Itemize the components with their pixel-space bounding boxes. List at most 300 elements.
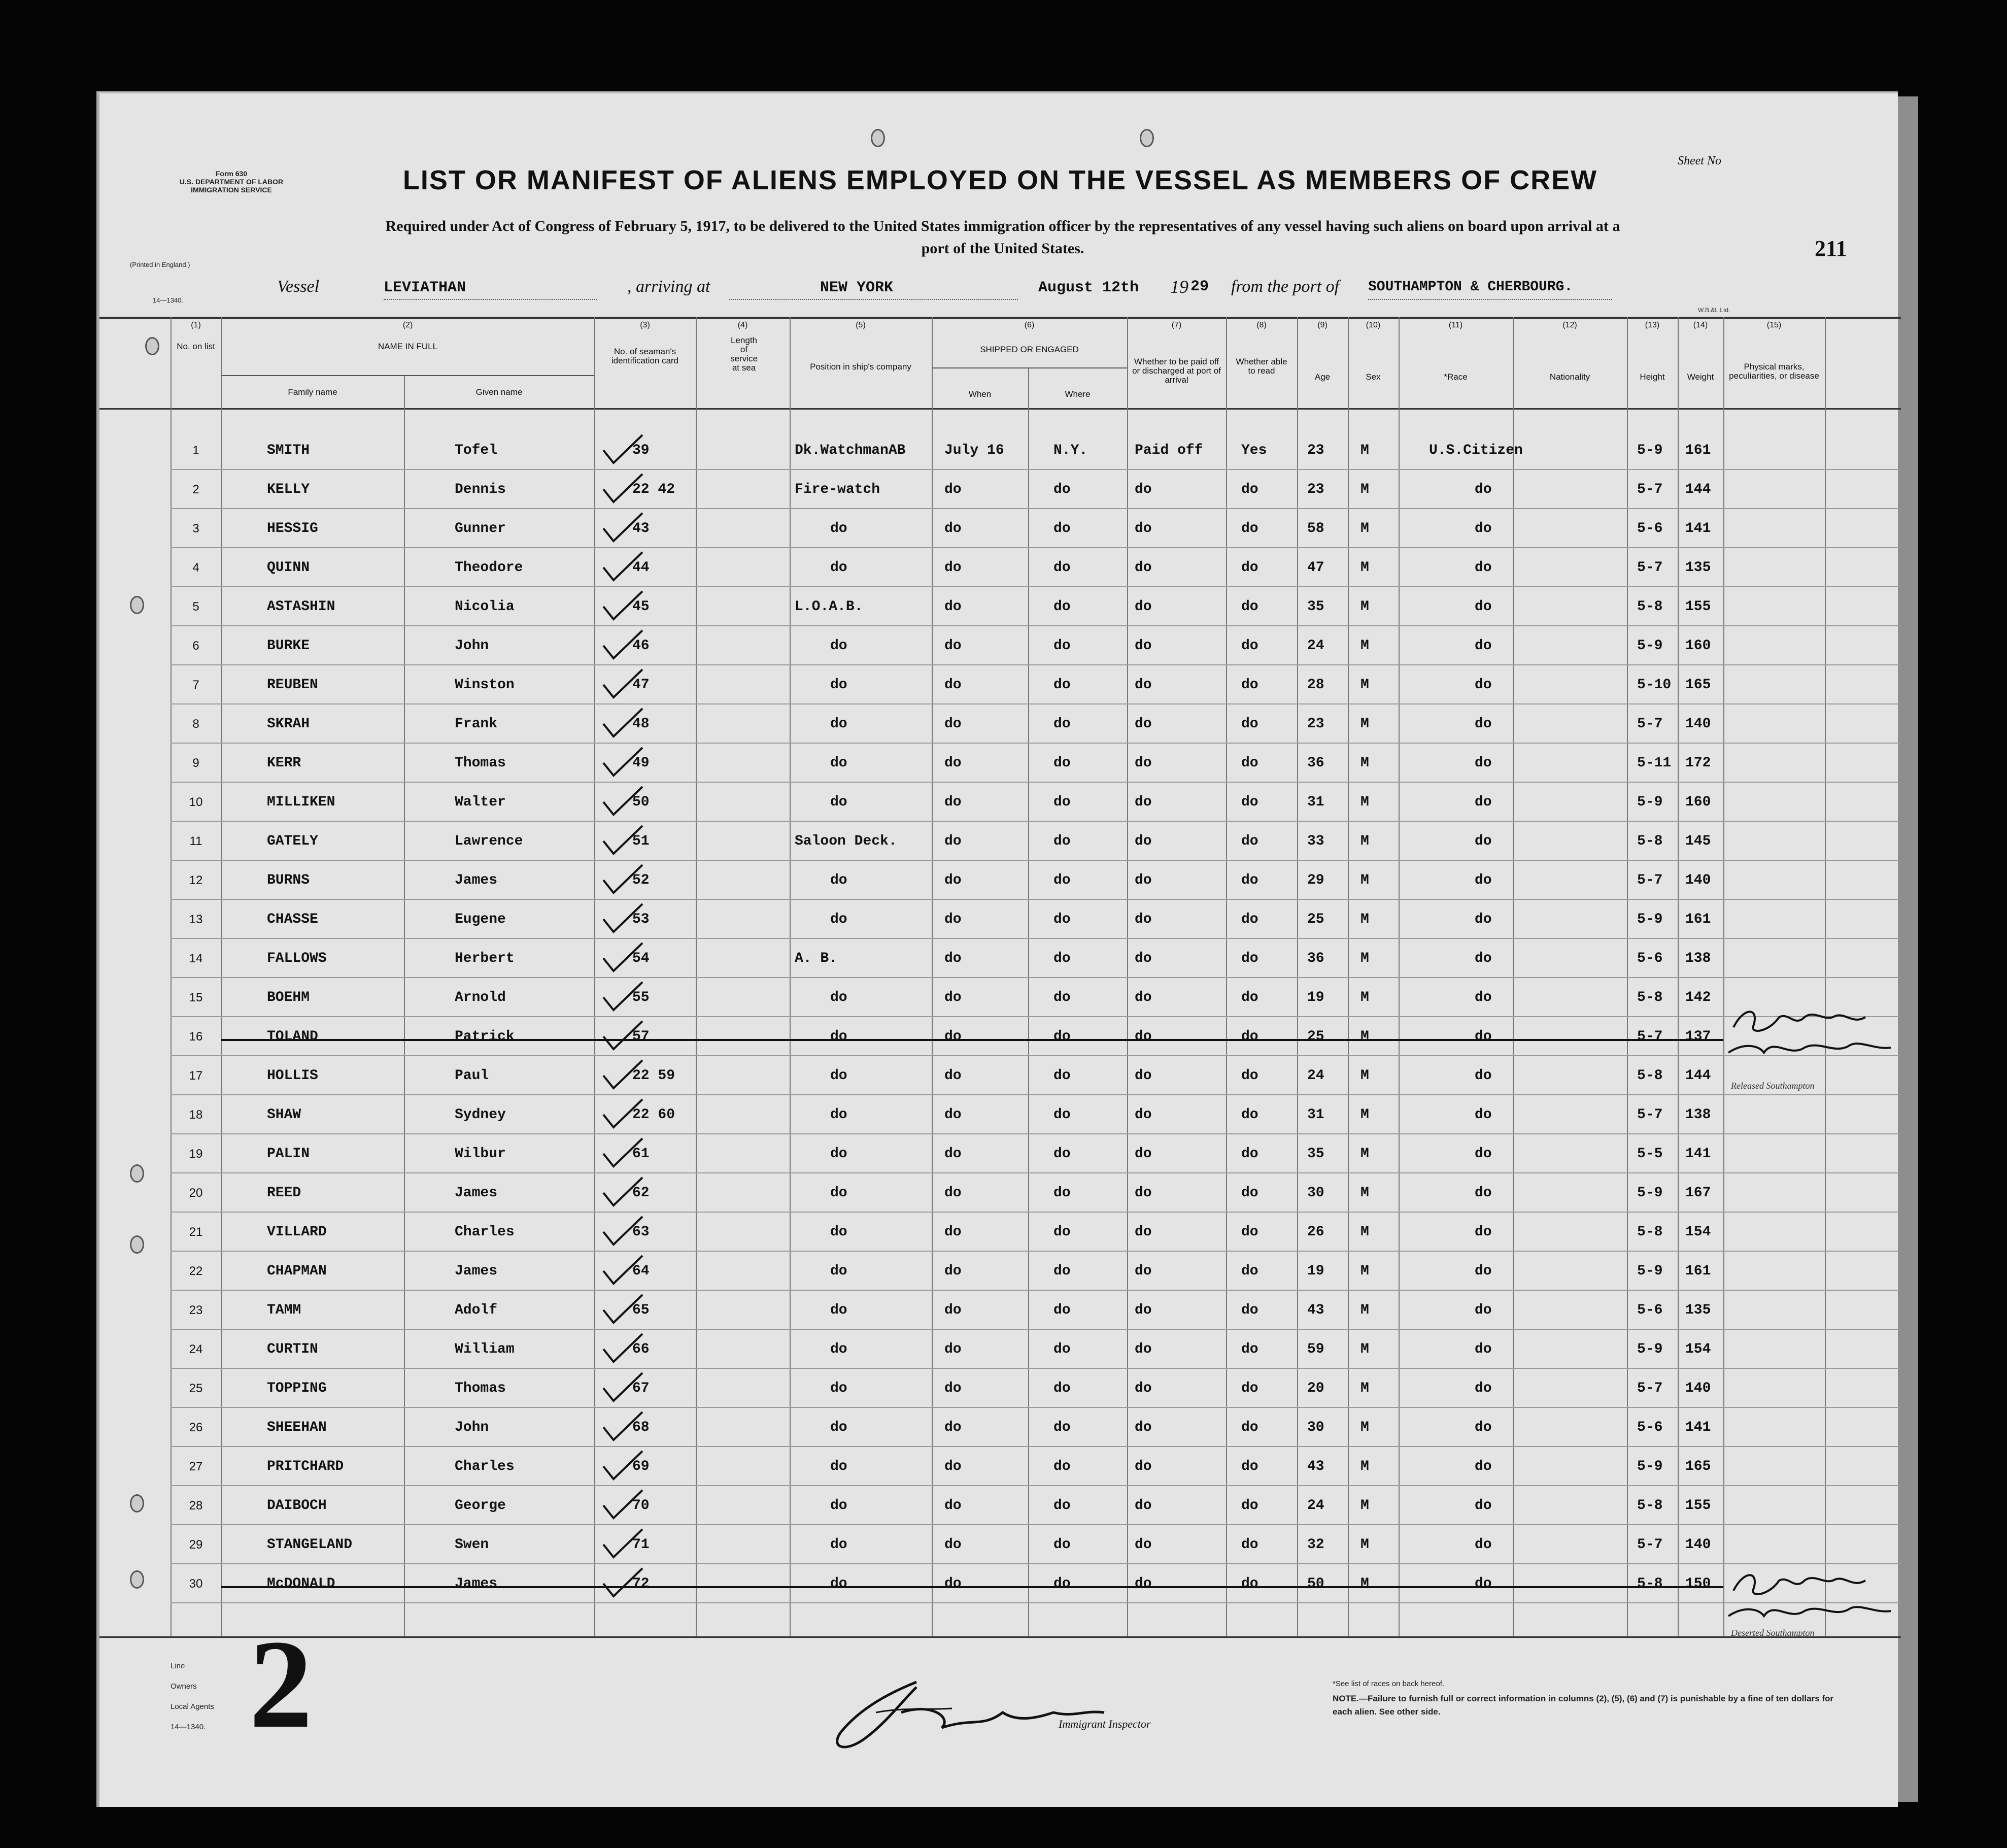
paid-off-cell: do bbox=[1135, 833, 1152, 849]
col-15-number: (15) bbox=[1766, 321, 1782, 329]
race-cell: do bbox=[1475, 1107, 1492, 1123]
check-mark bbox=[599, 1214, 645, 1250]
card-number-cell: 57 bbox=[632, 1029, 650, 1045]
race-cell: do bbox=[1475, 1381, 1492, 1396]
row-number: 24 bbox=[189, 1342, 203, 1356]
sex-cell: M bbox=[1360, 1576, 1369, 1592]
height-cell: 5-7 bbox=[1637, 560, 1663, 576]
vessel-name: LEVIATHAN bbox=[384, 279, 466, 296]
when-cell: do bbox=[944, 1420, 962, 1435]
age-cell: 24 bbox=[1307, 1498, 1324, 1514]
when-cell: do bbox=[944, 1029, 962, 1045]
age-cell: 50 bbox=[1307, 1576, 1324, 1592]
row-number: 12 bbox=[189, 873, 203, 887]
weight-cell: 160 bbox=[1685, 638, 1711, 654]
name-subheader-line bbox=[221, 375, 594, 376]
card-number-cell: 70 bbox=[632, 1498, 650, 1514]
sheet-no-label: Sheet No bbox=[1678, 154, 1721, 167]
race-cell: do bbox=[1475, 521, 1492, 536]
col-7-number: (7) bbox=[1171, 321, 1182, 329]
given-name-cell: Sydney bbox=[455, 1107, 506, 1123]
weight-cell: 155 bbox=[1685, 599, 1711, 615]
position-cell: do bbox=[830, 1263, 847, 1279]
paid-off-cell: do bbox=[1135, 1029, 1152, 1045]
check-mark bbox=[599, 432, 645, 468]
when-cell: do bbox=[944, 990, 962, 1005]
family-name-cell: HOLLIS bbox=[267, 1068, 318, 1084]
able-to-read-cell: do bbox=[1241, 833, 1258, 849]
able-to-read-cell: do bbox=[1241, 1537, 1258, 1553]
row-rule bbox=[171, 821, 1901, 822]
family-name-cell: KELLY bbox=[267, 482, 310, 497]
row-number: 23 bbox=[189, 1303, 203, 1317]
weight-cell: 172 bbox=[1685, 755, 1711, 771]
age-cell: 31 bbox=[1307, 1107, 1324, 1123]
when-cell: do bbox=[944, 951, 962, 966]
age-cell: 43 bbox=[1307, 1302, 1324, 1318]
col-13-header: Height bbox=[1640, 372, 1665, 382]
race-cell: do bbox=[1475, 1263, 1492, 1279]
age-cell: 26 bbox=[1307, 1224, 1324, 1240]
row-number: 21 bbox=[189, 1225, 203, 1239]
check-mark bbox=[599, 1136, 645, 1171]
height-cell: 5-7 bbox=[1637, 1381, 1663, 1396]
where-cell: do bbox=[1053, 1576, 1071, 1592]
position-cell: do bbox=[830, 1146, 847, 1162]
family-name-cell: STANGELAND bbox=[267, 1537, 353, 1553]
given-name-cell: Thomas bbox=[455, 1381, 506, 1396]
when-cell: do bbox=[944, 912, 962, 927]
card-number-cell: 62 bbox=[632, 1185, 650, 1201]
where-cell: do bbox=[1053, 560, 1071, 576]
position-cell: do bbox=[830, 755, 847, 771]
given-name-cell: William bbox=[455, 1341, 515, 1357]
row-number: 22 bbox=[189, 1264, 203, 1278]
family-name-cell: KERR bbox=[267, 755, 301, 771]
age-cell: 19 bbox=[1307, 1263, 1324, 1279]
sex-cell: M bbox=[1360, 1068, 1369, 1084]
sex-cell: M bbox=[1360, 1224, 1369, 1240]
row-number: 17 bbox=[189, 1069, 203, 1083]
able-to-read-cell: do bbox=[1241, 951, 1258, 966]
col-3-header: No. of seaman's identification card bbox=[611, 347, 679, 365]
position-cell: do bbox=[830, 794, 847, 810]
table-bottom-border bbox=[99, 1636, 1901, 1638]
check-mark bbox=[599, 1175, 645, 1211]
age-cell: 23 bbox=[1307, 443, 1324, 458]
card-number-cell: 39 bbox=[632, 443, 650, 458]
weight-cell: 135 bbox=[1685, 1302, 1711, 1318]
row-rule bbox=[171, 1446, 1901, 1447]
sex-cell: M bbox=[1360, 951, 1369, 966]
family-name-cell: CHASSE bbox=[267, 912, 318, 927]
where-cell: do bbox=[1053, 990, 1071, 1005]
age-cell: 35 bbox=[1307, 599, 1324, 615]
card-number-cell: 61 bbox=[632, 1146, 650, 1162]
weight-cell: 144 bbox=[1685, 482, 1711, 497]
weight-cell: 155 bbox=[1685, 1498, 1711, 1514]
height-cell: 5-9 bbox=[1637, 1263, 1663, 1279]
local-agents-label: Local Agents bbox=[171, 1702, 214, 1711]
arriving-at-label: , arriving at bbox=[627, 277, 710, 296]
col-3-number: (3) bbox=[640, 321, 650, 329]
height-cell: 5-8 bbox=[1637, 1498, 1663, 1514]
paid-off-cell: do bbox=[1135, 482, 1152, 497]
card-number-cell: 72 bbox=[632, 1576, 650, 1592]
race-cell: do bbox=[1475, 1537, 1492, 1553]
age-cell: 19 bbox=[1307, 990, 1324, 1005]
height-cell: 5-7 bbox=[1637, 716, 1663, 732]
card-number-cell: 50 bbox=[632, 794, 650, 810]
col-divider-14 bbox=[1678, 317, 1679, 1636]
where-cell: do bbox=[1053, 716, 1071, 732]
check-mark bbox=[599, 1292, 645, 1328]
height-cell: 5-6 bbox=[1637, 951, 1663, 966]
race-cell: do bbox=[1475, 1146, 1492, 1162]
sex-cell: M bbox=[1360, 560, 1369, 576]
sex-cell: M bbox=[1360, 521, 1369, 536]
card-number-cell: 69 bbox=[632, 1459, 650, 1474]
when-cell: do bbox=[944, 1381, 962, 1396]
check-mark bbox=[599, 667, 645, 702]
weight-cell: 161 bbox=[1685, 912, 1711, 927]
check-mark bbox=[599, 1449, 645, 1484]
col-8-header: Whether able to read bbox=[1236, 357, 1287, 376]
card-number-cell: 22 59 bbox=[632, 1068, 675, 1084]
col-6-number: (6) bbox=[1024, 321, 1035, 329]
where-cell: do bbox=[1053, 1381, 1071, 1396]
subtitle-line-2: port of the United States. bbox=[921, 240, 1084, 257]
col-1-header: No. on list bbox=[177, 342, 215, 351]
when-cell: do bbox=[944, 755, 962, 771]
col-4-header: Length of service at sea bbox=[730, 335, 758, 373]
race-cell: do bbox=[1475, 1459, 1492, 1474]
given-name-cell: Frank bbox=[455, 716, 498, 732]
race-cell: do bbox=[1475, 1576, 1492, 1592]
family-name-cell: SHEEHAN bbox=[267, 1420, 327, 1435]
race-cell: do bbox=[1475, 1420, 1492, 1435]
released-southampton-note bbox=[1713, 997, 1896, 1068]
sex-cell: M bbox=[1360, 1185, 1369, 1201]
row-rule bbox=[171, 1290, 1901, 1291]
card-number-cell: 49 bbox=[632, 755, 650, 771]
age-cell: 33 bbox=[1307, 833, 1324, 849]
service-name: IMMIGRATION SERVICE bbox=[191, 186, 272, 194]
race-cell: do bbox=[1475, 833, 1492, 849]
card-number-cell: 22 60 bbox=[632, 1107, 675, 1123]
row-rule bbox=[171, 1212, 1901, 1213]
row-rule bbox=[171, 1094, 1901, 1095]
when-cell: do bbox=[944, 833, 962, 849]
height-cell: 5-6 bbox=[1637, 1302, 1663, 1318]
sex-cell: M bbox=[1360, 1302, 1369, 1318]
check-mark bbox=[599, 628, 645, 663]
age-cell: 28 bbox=[1307, 677, 1324, 693]
col-12-header: Nationality bbox=[1549, 372, 1590, 382]
card-number-cell: 44 bbox=[632, 560, 650, 576]
height-cell: 5-8 bbox=[1637, 1576, 1663, 1592]
race-cell: do bbox=[1475, 951, 1492, 966]
row-rule bbox=[171, 1407, 1901, 1408]
where-cell: do bbox=[1053, 912, 1071, 927]
page-edge-shadow bbox=[1898, 96, 1918, 1802]
age-cell: 31 bbox=[1307, 794, 1324, 810]
row-number: 28 bbox=[189, 1499, 203, 1513]
family-name-cell: QUINN bbox=[267, 560, 310, 576]
where-cell: do bbox=[1053, 1029, 1071, 1045]
col-2-header: NAME IN FULL bbox=[378, 342, 438, 351]
row-number: 1 bbox=[192, 444, 199, 457]
height-cell: 5-9 bbox=[1637, 443, 1663, 458]
race-cell: do bbox=[1475, 599, 1492, 615]
check-mark bbox=[599, 745, 645, 781]
race-cell: do bbox=[1475, 912, 1492, 927]
height-cell: 5-9 bbox=[1637, 638, 1663, 654]
age-cell: 23 bbox=[1307, 716, 1324, 732]
check-mark bbox=[599, 1566, 645, 1601]
given-name-cell: James bbox=[455, 1576, 498, 1592]
department-name: U.S. DEPARTMENT OF LABOR bbox=[179, 178, 284, 186]
family-name-cell: BOEHM bbox=[267, 990, 310, 1005]
row-rule bbox=[171, 625, 1901, 626]
weight-cell: 154 bbox=[1685, 1224, 1711, 1240]
row-number: 10 bbox=[189, 795, 203, 809]
weight-cell: 160 bbox=[1685, 794, 1711, 810]
row-number: 2 bbox=[192, 483, 199, 496]
col-divider-4 bbox=[696, 317, 697, 1636]
row-rule bbox=[171, 703, 1901, 704]
family-name-cell: TOPPING bbox=[267, 1381, 327, 1396]
card-number-cell: 54 bbox=[632, 951, 650, 966]
given-name-cell: Herbert bbox=[455, 951, 515, 966]
col-11-number: (11) bbox=[1448, 321, 1463, 329]
check-mark bbox=[599, 980, 645, 1015]
weight-cell: 154 bbox=[1685, 1341, 1711, 1357]
footer-note-text: —Failure to furnish full or correct information in columns (2), (5), (6) and (7) is punishable by a fine of ten dollars for each alien. See other side. bbox=[1333, 1694, 1834, 1717]
check-mark bbox=[599, 1097, 645, 1132]
col-divider-16 bbox=[1825, 317, 1826, 1636]
sex-cell: M bbox=[1360, 1420, 1369, 1435]
check-mark bbox=[599, 823, 645, 859]
age-cell: 36 bbox=[1307, 755, 1324, 771]
able-to-read-cell: do bbox=[1241, 912, 1258, 927]
col-divider-11 bbox=[1399, 317, 1400, 1636]
card-number-cell: 64 bbox=[632, 1263, 650, 1279]
arrival-date: August 12th bbox=[1038, 279, 1139, 296]
family-name-cell: REED bbox=[267, 1185, 301, 1201]
where-cell: do bbox=[1053, 638, 1071, 654]
family-name-cell: ASTASHIN bbox=[267, 599, 335, 615]
age-cell: 24 bbox=[1307, 638, 1324, 654]
check-mark bbox=[599, 1409, 645, 1445]
binder-hole bbox=[130, 1164, 144, 1183]
age-cell: 25 bbox=[1307, 1029, 1324, 1045]
sex-cell: M bbox=[1360, 716, 1369, 732]
when-cell: July 16 bbox=[944, 443, 1004, 458]
family-name-cell: TOLAND bbox=[267, 1029, 318, 1045]
paid-off-cell: do bbox=[1135, 599, 1152, 615]
weight-cell: 145 bbox=[1685, 833, 1711, 849]
col-divider-2 bbox=[221, 317, 222, 1636]
race-cell: do bbox=[1475, 560, 1492, 576]
race-cell: do bbox=[1475, 716, 1492, 732]
weight-cell: 165 bbox=[1685, 1459, 1711, 1474]
family-name-cell: BURKE bbox=[267, 638, 310, 654]
paid-off-cell: do bbox=[1135, 951, 1152, 966]
position-cell: do bbox=[830, 1029, 847, 1045]
col-2-number: (2) bbox=[402, 321, 413, 329]
paid-off-cell: do bbox=[1135, 1068, 1152, 1084]
paid-off-cell: do bbox=[1135, 1107, 1152, 1123]
able-to-read-cell: do bbox=[1241, 1185, 1258, 1201]
race-cell: do bbox=[1475, 1341, 1492, 1357]
immigrant-inspector-label: Immigrant Inspector bbox=[1059, 1718, 1151, 1730]
vessel-label: Vessel bbox=[277, 277, 320, 296]
when-cell: do bbox=[944, 599, 962, 615]
col-divider-7 bbox=[1127, 317, 1128, 1636]
position-cell: do bbox=[830, 1459, 847, 1474]
position-cell: do bbox=[830, 1224, 847, 1240]
age-cell: 35 bbox=[1307, 1146, 1324, 1162]
from-port-label: from the port of bbox=[1231, 277, 1340, 296]
row-number: 20 bbox=[189, 1186, 203, 1200]
height-cell: 5-7 bbox=[1637, 1107, 1663, 1123]
row-number: 14 bbox=[189, 952, 203, 965]
able-to-read-cell: do bbox=[1241, 521, 1258, 536]
family-name-cell: SMITH bbox=[267, 443, 310, 458]
when-cell: do bbox=[944, 482, 962, 497]
col-divider-12 bbox=[1513, 317, 1514, 1636]
position-cell: do bbox=[830, 638, 847, 654]
family-name-cell: SKRAH bbox=[267, 716, 310, 732]
card-number-cell: 47 bbox=[632, 677, 650, 693]
when-cell: do bbox=[944, 1146, 962, 1162]
able-to-read-cell: do bbox=[1241, 872, 1258, 888]
sex-cell: M bbox=[1360, 872, 1369, 888]
row-rule bbox=[171, 1602, 1901, 1603]
paid-off-cell: do bbox=[1135, 521, 1152, 536]
weight-cell: 140 bbox=[1685, 872, 1711, 888]
position-cell: do bbox=[830, 1420, 847, 1435]
race-cell: do bbox=[1475, 482, 1492, 497]
sex-cell: M bbox=[1360, 1498, 1369, 1514]
sex-cell: M bbox=[1360, 990, 1369, 1005]
when-cell: do bbox=[944, 872, 962, 888]
paid-off-cell: do bbox=[1135, 794, 1152, 810]
when-cell: do bbox=[944, 1341, 962, 1357]
binder-hole bbox=[130, 1494, 144, 1513]
position-cell: do bbox=[830, 1302, 847, 1318]
row-number: 19 bbox=[189, 1147, 203, 1161]
row-rule bbox=[171, 1016, 1901, 1017]
row-number: 6 bbox=[192, 639, 199, 653]
row-rule bbox=[171, 860, 1901, 861]
header-bottom-border bbox=[99, 408, 1901, 410]
col-8-number: (8) bbox=[1256, 321, 1267, 329]
position-cell: do bbox=[830, 1381, 847, 1396]
paid-off-cell: do bbox=[1135, 638, 1152, 654]
position-cell: do bbox=[830, 990, 847, 1005]
card-number-cell: 53 bbox=[632, 912, 650, 927]
given-name-cell: James bbox=[455, 872, 498, 888]
row-rule bbox=[171, 547, 1901, 548]
height-cell: 5-7 bbox=[1637, 1029, 1663, 1045]
where-cell: do bbox=[1053, 677, 1071, 693]
stock-number: 14—1340. bbox=[153, 296, 183, 304]
when-cell: do bbox=[944, 1068, 962, 1084]
age-cell: 24 bbox=[1307, 1068, 1324, 1084]
family-name-cell: MILLIKEN bbox=[267, 794, 335, 810]
check-mark bbox=[599, 862, 645, 898]
sex-cell: M bbox=[1360, 677, 1369, 693]
able-to-read-cell: do bbox=[1241, 1341, 1258, 1357]
row-number: 25 bbox=[189, 1382, 203, 1395]
age-cell: 25 bbox=[1307, 912, 1324, 927]
weight-cell: 141 bbox=[1685, 1420, 1711, 1435]
row-rule bbox=[171, 782, 1901, 783]
able-to-read-cell: do bbox=[1241, 560, 1258, 576]
position-cell: do bbox=[830, 1185, 847, 1201]
height-cell: 5-7 bbox=[1637, 872, 1663, 888]
col-1-number: (1) bbox=[191, 321, 201, 329]
race-footnote: *See list of races on back hereof. bbox=[1333, 1679, 1445, 1688]
col-11-header: *Race bbox=[1444, 372, 1468, 382]
col-5-number: (5) bbox=[856, 321, 866, 329]
weight-cell: 144 bbox=[1685, 1068, 1711, 1084]
weight-cell: 138 bbox=[1685, 1107, 1711, 1123]
sex-cell: M bbox=[1360, 1263, 1369, 1279]
able-to-read-cell: do bbox=[1241, 1498, 1258, 1514]
height-cell: 5-8 bbox=[1637, 833, 1663, 849]
row-number: 29 bbox=[189, 1538, 203, 1552]
weight-cell: 142 bbox=[1685, 990, 1711, 1005]
card-number-cell: 48 bbox=[632, 716, 650, 732]
family-name-cell: PALIN bbox=[267, 1146, 310, 1162]
sex-cell: M bbox=[1360, 599, 1369, 615]
age-cell: 23 bbox=[1307, 482, 1324, 497]
row-rule bbox=[171, 938, 1901, 939]
col-divider-15 bbox=[1723, 317, 1724, 1636]
when-cell: do bbox=[944, 638, 962, 654]
binder-hole bbox=[145, 337, 159, 355]
able-to-read-cell: do bbox=[1241, 1107, 1258, 1123]
family-name-cell: PRITCHARD bbox=[267, 1459, 344, 1474]
given-name-cell: Walter bbox=[455, 794, 506, 810]
when-cell: do bbox=[944, 794, 962, 810]
age-cell: 30 bbox=[1307, 1420, 1324, 1435]
card-number-cell: 71 bbox=[632, 1537, 650, 1553]
race-cell: do bbox=[1475, 755, 1492, 771]
weight-cell: 141 bbox=[1685, 521, 1711, 536]
weight-cell: 140 bbox=[1685, 1381, 1711, 1396]
sex-cell: M bbox=[1360, 482, 1369, 497]
position-cell: do bbox=[830, 1068, 847, 1084]
height-cell: 5-9 bbox=[1637, 1459, 1663, 1474]
paid-off-cell: do bbox=[1135, 1185, 1152, 1201]
where-cell: do bbox=[1053, 951, 1071, 966]
able-to-read-cell: do bbox=[1241, 1224, 1258, 1240]
able-to-read-cell: do bbox=[1241, 1302, 1258, 1318]
row-rule bbox=[171, 469, 1901, 470]
height-cell: 5-9 bbox=[1637, 1185, 1663, 1201]
row-number: 13 bbox=[189, 913, 203, 926]
position-cell: do bbox=[830, 521, 847, 536]
race-cell: do bbox=[1475, 1029, 1492, 1045]
race-cell: U.S.Citizen bbox=[1429, 443, 1523, 458]
col-4-number: (4) bbox=[737, 321, 748, 329]
col-14-number: (14) bbox=[1693, 321, 1708, 329]
card-number-cell: 68 bbox=[632, 1420, 650, 1435]
